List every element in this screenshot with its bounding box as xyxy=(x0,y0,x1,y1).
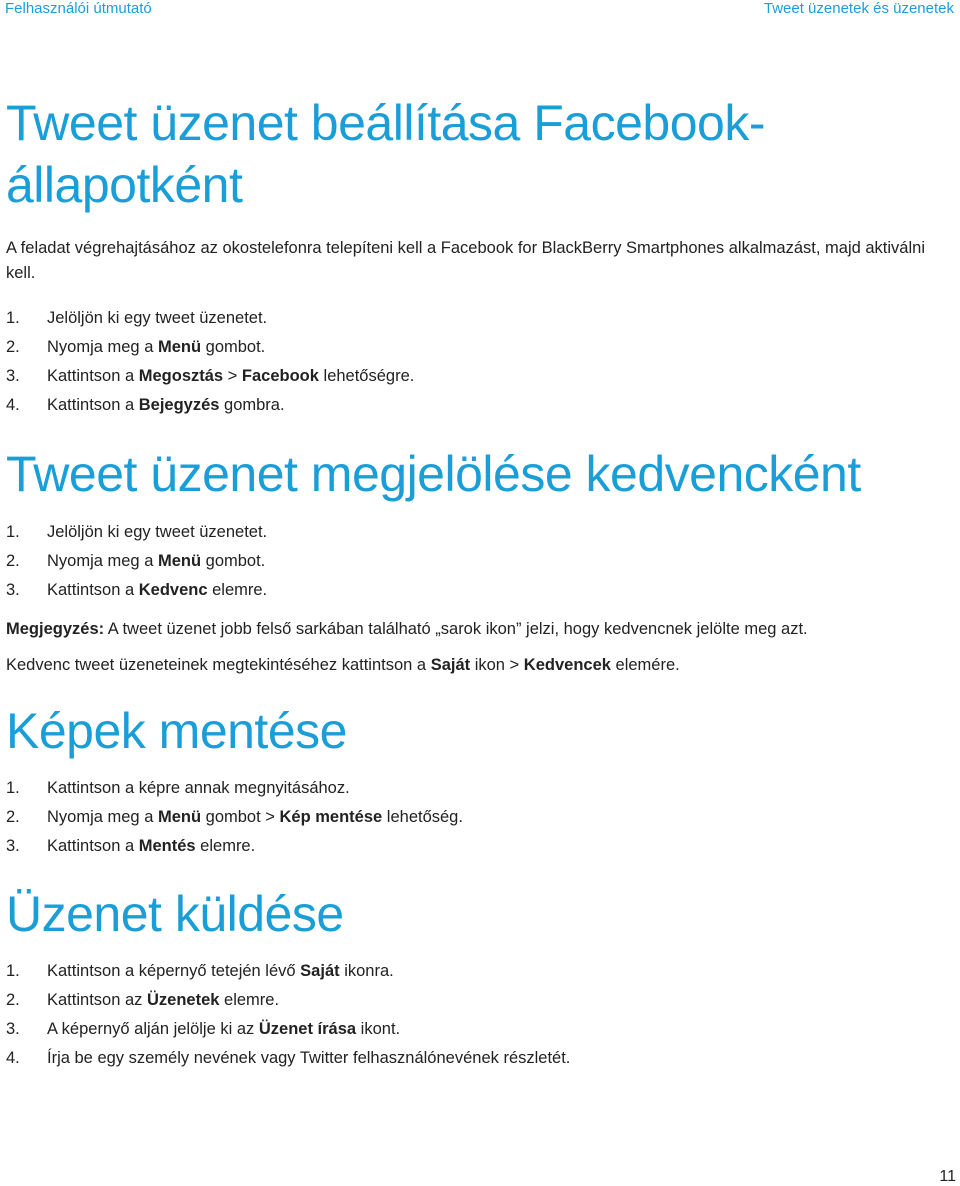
step-number: 1. xyxy=(6,523,20,541)
list-item xyxy=(6,803,956,832)
list-item xyxy=(6,1044,956,1073)
step-number: 1. xyxy=(6,962,20,980)
list-item xyxy=(6,304,956,333)
ui-term: Facebook xyxy=(241,367,319,385)
note-text: A tweet üzenet jobb felső sarkában található „sarok ikon” jelzi, hogy kedvencnek jelölte meg azt. xyxy=(104,620,808,638)
step-text: Kattintson a xyxy=(47,837,139,855)
ui-term: Mentés xyxy=(138,837,196,855)
page-content xyxy=(6,92,956,1073)
step-text: Kattintson a xyxy=(47,396,139,414)
list-item xyxy=(6,576,956,605)
step-number: 4. xyxy=(6,396,20,414)
step-text: Jelöljön ki egy tweet üzenetet. xyxy=(47,309,268,327)
header-doc-title: Felhasználói útmutató xyxy=(5,0,152,17)
step-text: Kattintson a képernyő tetején lévő xyxy=(47,962,301,980)
ui-term: Üzenet írása xyxy=(258,1020,357,1038)
steps-list xyxy=(6,774,956,861)
step-text: gombot > xyxy=(201,808,280,826)
step-text: lehetőség. xyxy=(382,808,463,826)
step-number: 3. xyxy=(6,837,20,855)
step-text: Kattintson az xyxy=(47,991,147,1009)
step-text: Írja be egy személy nevének vagy Twitter felhasználónevének részletét. xyxy=(47,1049,571,1067)
ui-term: Üzenetek xyxy=(146,991,220,1009)
steps-list xyxy=(6,304,956,420)
list-item xyxy=(6,333,956,362)
note-label: Megjegyzés: xyxy=(6,620,105,638)
step-text: gombot. xyxy=(201,552,266,570)
favorites-tip xyxy=(6,653,956,678)
section-title: Üzenet küldése xyxy=(6,886,344,942)
step-text: elemre. xyxy=(195,837,256,855)
list-item xyxy=(6,547,956,576)
step-text: Nyomja meg a xyxy=(47,808,158,826)
step-text: lehetőségre. xyxy=(318,367,415,385)
ui-term: Menü xyxy=(157,552,202,570)
list-item xyxy=(6,986,956,1015)
step-text: ikont. xyxy=(356,1020,401,1038)
steps-list xyxy=(6,957,956,1073)
title-line-1: Tweet üzenet beállítása Facebook- xyxy=(6,95,765,151)
list-item xyxy=(6,832,956,861)
step-text: gombra. xyxy=(219,396,285,414)
steps-list xyxy=(6,518,956,605)
intro-paragraph: A feladat végrehajtásához az okostelefonra telepíteni kell a Facebook for BlackBerry Smartphones alkalmazást, majd aktiválni kell. xyxy=(6,239,925,282)
ui-term: Kedvencek xyxy=(523,656,611,674)
tip-text: Kedvenc tweet üzeneteinek megtekintéséhez kattintson a xyxy=(6,656,431,674)
list-item xyxy=(6,774,956,803)
list-item xyxy=(6,957,956,986)
step-number: 3. xyxy=(6,367,20,385)
section-title xyxy=(6,92,956,216)
tip-text: elemére. xyxy=(610,656,680,674)
page-header xyxy=(0,0,960,20)
step-text: elemre. xyxy=(219,991,280,1009)
ui-term: Kedvenc xyxy=(138,581,208,599)
ui-term: Saját xyxy=(300,962,340,980)
step-number: 2. xyxy=(6,552,20,570)
section-mark-favorite xyxy=(6,443,956,678)
step-number: 2. xyxy=(6,991,20,1009)
step-number: 1. xyxy=(6,309,20,327)
note-paragraph xyxy=(6,617,956,642)
list-item xyxy=(6,1015,956,1044)
list-item xyxy=(6,391,956,420)
step-text: Jelöljön ki egy tweet üzenetet. xyxy=(47,523,268,541)
ui-term: Saját xyxy=(430,656,471,674)
list-item xyxy=(6,362,956,391)
step-text: gombot. xyxy=(201,338,266,356)
step-number: 4. xyxy=(6,1049,20,1067)
step-number: 2. xyxy=(6,808,20,826)
step-text: ikonra. xyxy=(339,962,394,980)
list-item xyxy=(6,518,956,547)
section-facebook-status xyxy=(6,92,956,420)
step-text: > xyxy=(223,367,242,385)
tip-text: ikon > xyxy=(470,656,524,674)
section-send-message xyxy=(6,883,956,1073)
ui-term: Menü xyxy=(157,808,202,826)
step-text: Kattintson a xyxy=(47,367,139,385)
title-line-2: állapotként xyxy=(6,157,243,213)
step-text: elemre. xyxy=(207,581,268,599)
section-title: Képek mentése xyxy=(6,703,347,759)
ui-term: Menü xyxy=(157,338,202,356)
step-text: Nyomja meg a xyxy=(47,338,158,356)
header-chapter-title: Tweet üzenetek és üzenetek xyxy=(763,0,954,17)
ui-term: Megosztás xyxy=(138,367,224,385)
step-number: 2. xyxy=(6,338,20,356)
step-text: Kattintson a xyxy=(47,581,139,599)
ui-term: Bejegyzés xyxy=(138,396,220,414)
step-text: A képernyő alján jelölje ki az xyxy=(47,1020,259,1038)
step-text: Kattintson a képre annak megnyitásához. xyxy=(47,779,350,797)
step-number: 3. xyxy=(6,1020,20,1038)
step-text: Nyomja meg a xyxy=(47,552,158,570)
section-save-images xyxy=(6,700,956,861)
step-number: 3. xyxy=(6,581,20,599)
section-title: Tweet üzenet megjelölése kedvencként xyxy=(6,446,861,502)
page-number: 11 xyxy=(939,1168,956,1185)
step-number: 1. xyxy=(6,779,20,797)
ui-term: Kép mentése xyxy=(279,808,383,826)
